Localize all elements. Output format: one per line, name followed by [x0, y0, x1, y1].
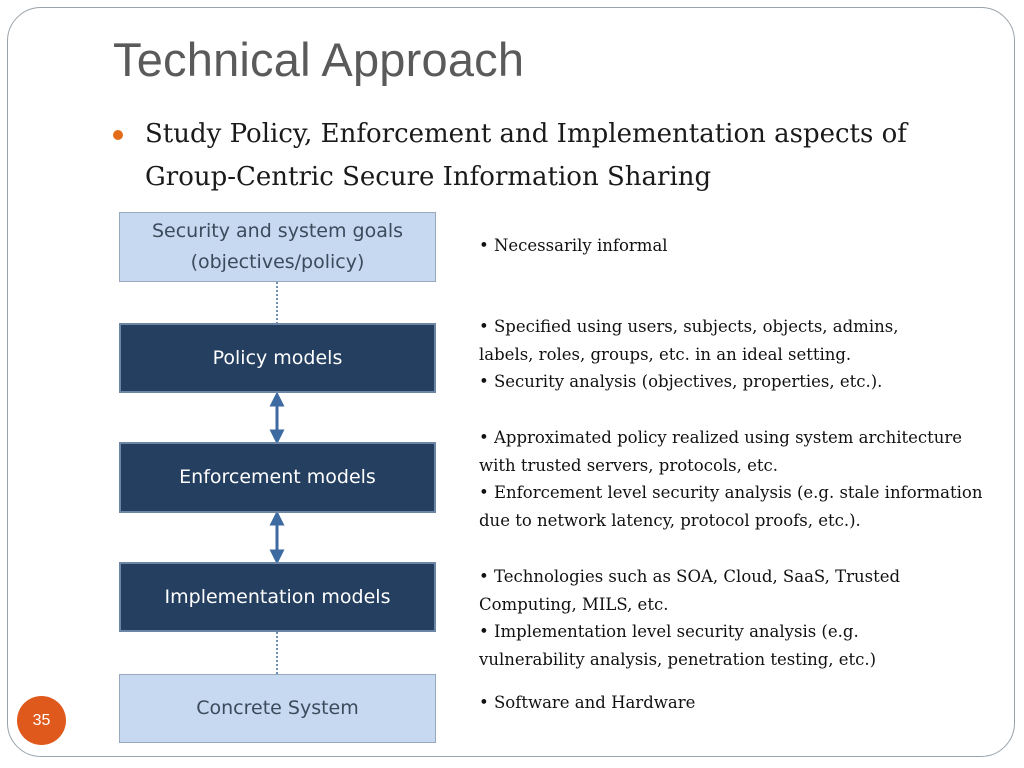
note-line: • Implementation level security analysis (e.g.: [479, 622, 859, 641]
note-line: due to network latency, protocol proofs, etc.).: [479, 510, 861, 530]
note-line: with trusted servers, protocols, etc.: [479, 455, 779, 475]
note-implementation: [479, 563, 1009, 673]
note-line: • Software and Hardware: [479, 693, 696, 712]
note-line: • Approximated policy realized using system architecture: [479, 428, 963, 447]
note-enforcement: [479, 424, 1009, 534]
box-implementation-models: [119, 562, 436, 632]
note-line: • Technologies such as SOA, Cloud, SaaS, Trusted: [479, 567, 901, 586]
note-line: • Necessarily informal: [479, 236, 668, 255]
note-goals: [479, 232, 1009, 260]
box-concrete-system-label: Concrete System: [196, 697, 359, 719]
box-policy-models-label: Policy models: [212, 346, 343, 369]
note-line: labels, roles, groups, etc. in an ideal setting.: [479, 344, 852, 364]
page-number-badge: 35: [17, 696, 66, 745]
box-concrete-system: [119, 674, 436, 743]
note-policy: [479, 313, 1009, 396]
note-line: • Enforcement level security analysis (e.g. stale information: [479, 483, 983, 502]
box-enforcement-models: [119, 442, 436, 513]
note-line: Computing, MILS, etc.: [479, 594, 669, 614]
box-implementation-models-label: Implementation models: [164, 585, 391, 608]
note-concrete-system: [479, 689, 1009, 717]
note-line: • Specified using users, subjects, objects, admins,: [479, 317, 899, 336]
note-line: • Security analysis (objectives, properties, etc.).: [479, 372, 883, 391]
box-policy-models: [119, 323, 436, 393]
box-enforcement-models-label: Enforcement models: [179, 466, 376, 488]
box-security-goals-label: Security and system goals (objectives/policy): [151, 220, 404, 273]
box-security-goals: [119, 212, 436, 282]
main-bullet-text: Study Policy, Enforcement and Implementation aspects of Group-Centric Secure Information Sharing: [145, 119, 907, 192]
note-line: vulnerability analysis, penetration testing, etc.): [479, 649, 877, 669]
slide-title: Technical Approach: [113, 33, 525, 86]
